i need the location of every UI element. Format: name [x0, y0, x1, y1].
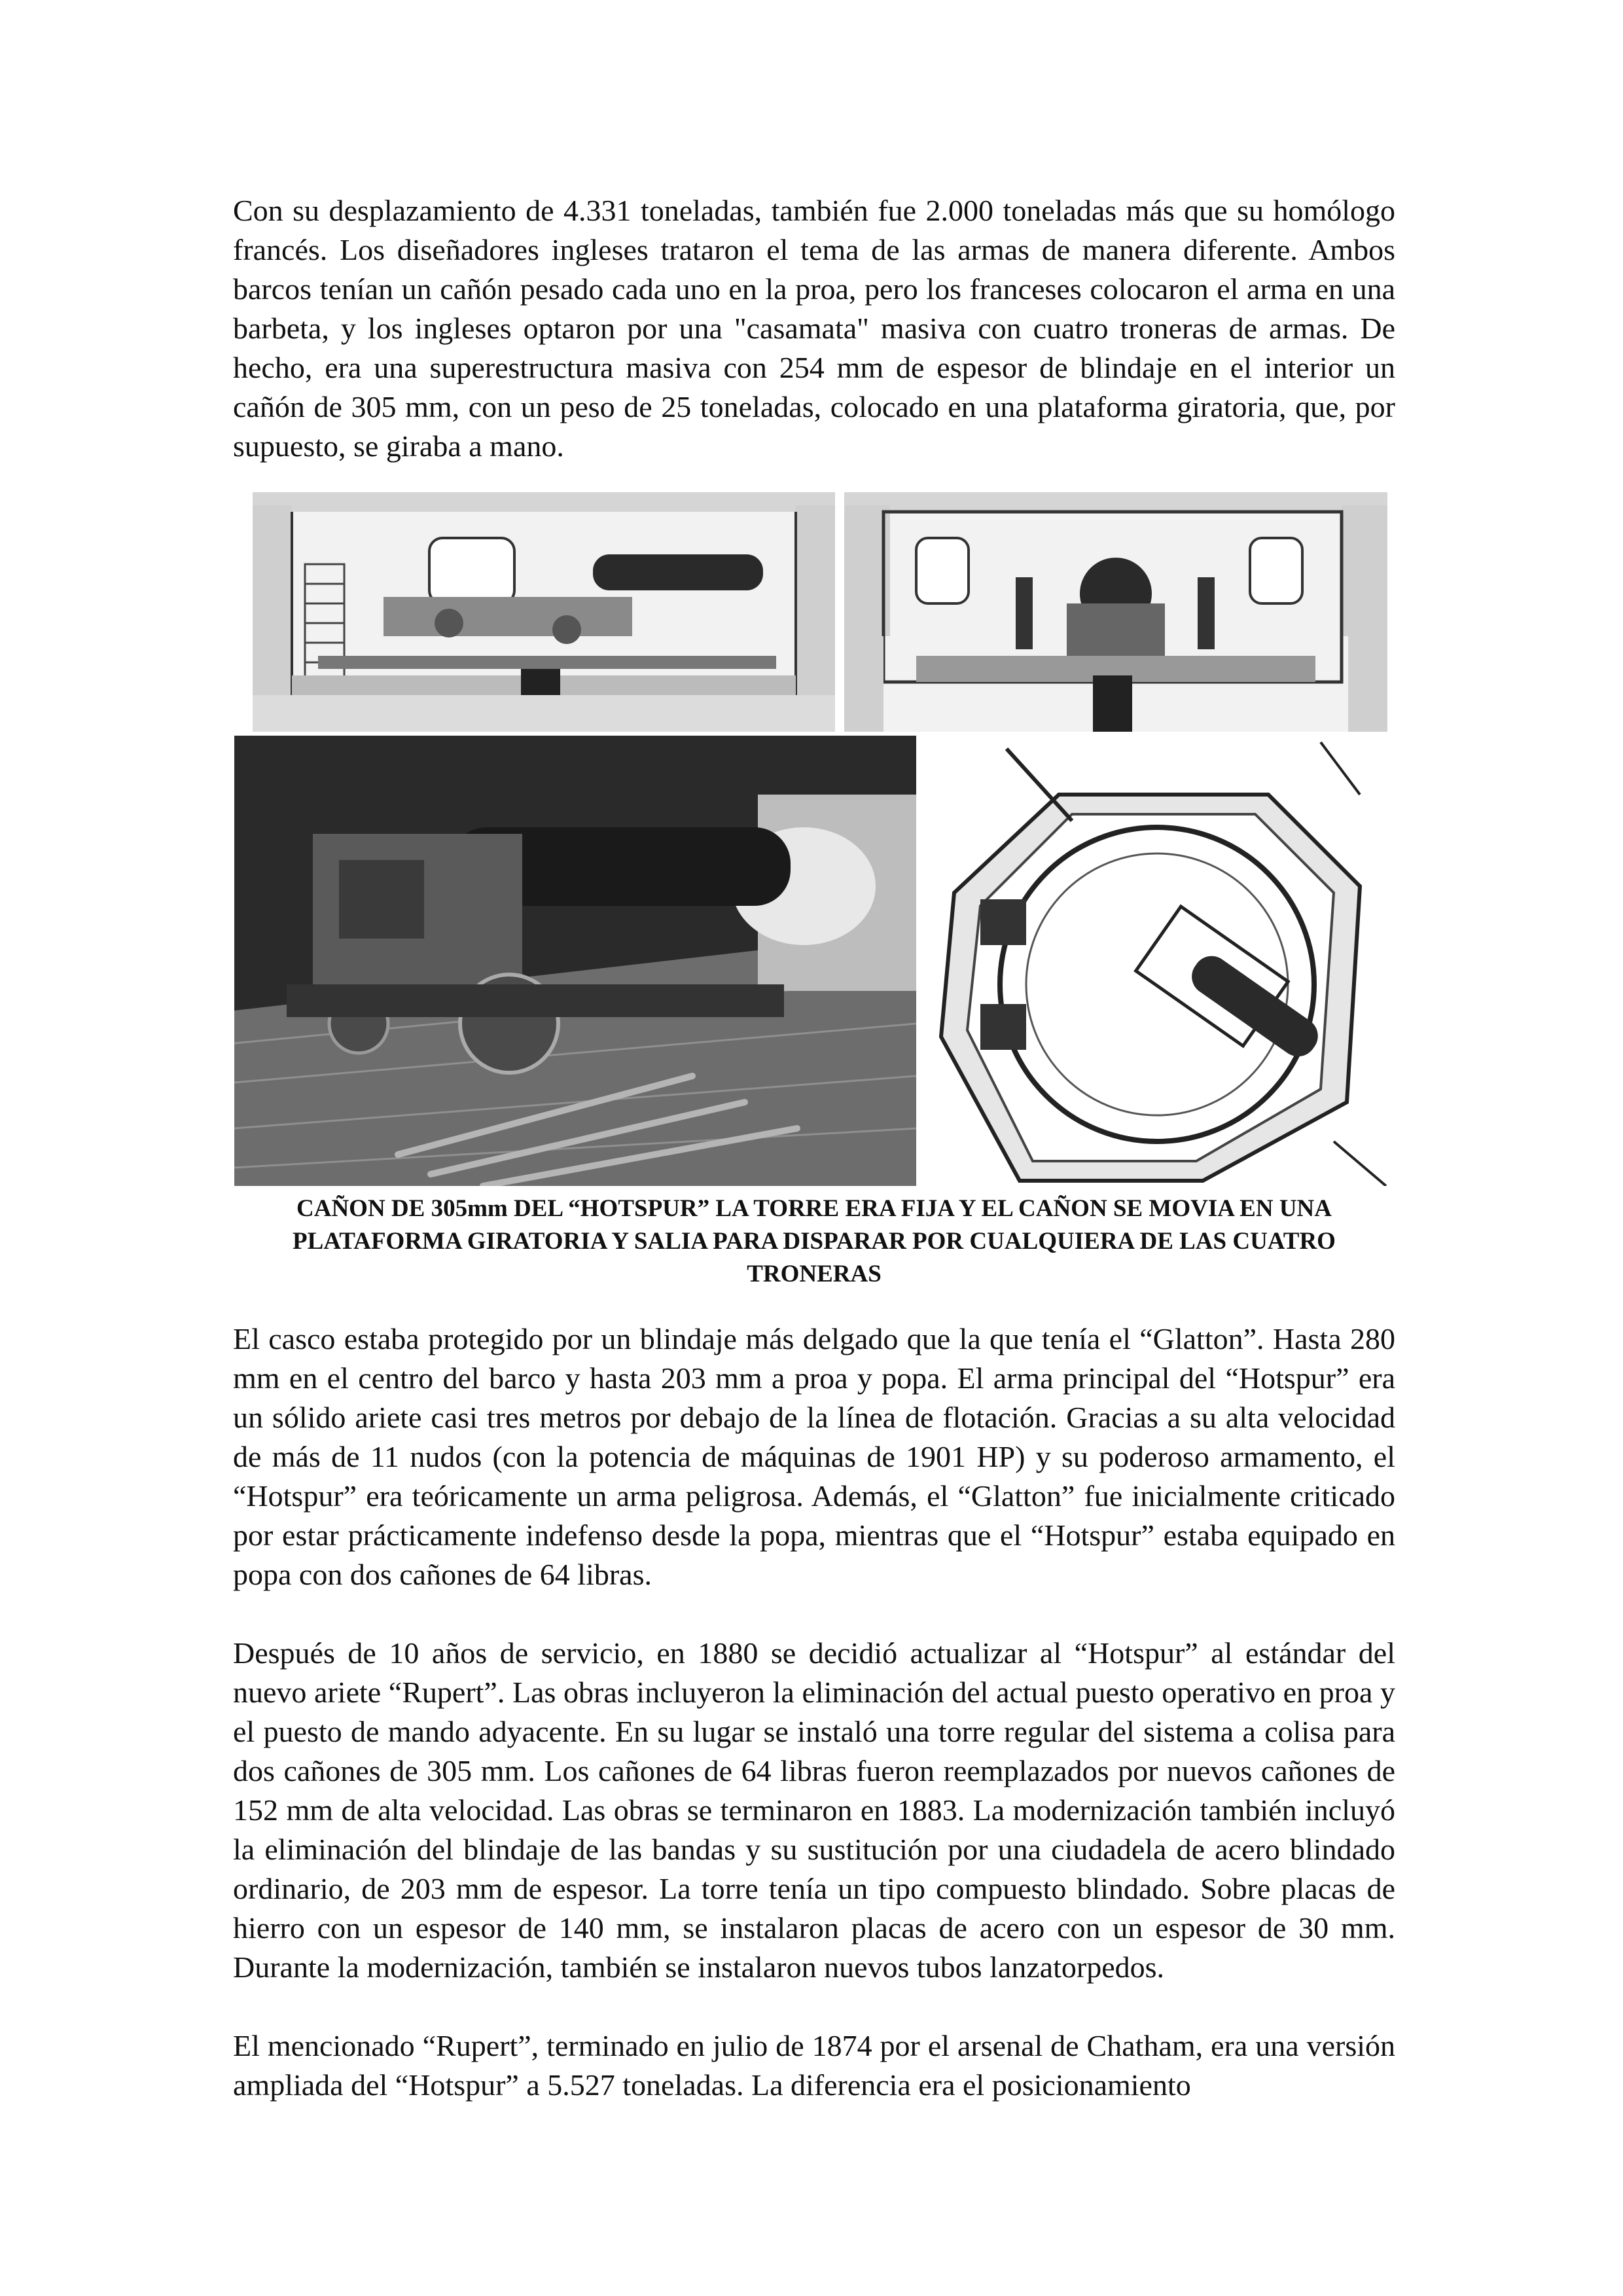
front-section-drawing-image: [844, 492, 1387, 732]
gun-photograph-image: [234, 736, 916, 1186]
paragraph-modernization: Después de 10 años de servicio, en 1880 se decidió actualizar al “Hotspur” al estándar del nuevo ariete “Rupert”. Las obras incluyeron la eliminación del actual puesto operativo en proa y el puesto de mando adyacente. En su lugar se instaló una torre regular del sistema a colisa para dos cañones de 305 mm. Los cañones de 64 libras fueron reemplazados por nuevos cañones de 152 mm de alta velocidad. Las obras se terminaron en 1883. La modernización también incluyó la eliminación del blindaje de las bandas y su sustitución por una ciudadela de acero blindado ordinario, de 203 mm de espesor. La torre tenía un tipo compuesto blindado. Sobre placas de hierro con un espesor de 140 mm, se instalaron placas de acero con un espesor de 30 mm. Durante la modernización, también se instalaron nuevos tubos lanzatorpedos.: [233, 1636, 1395, 1984]
figure-caption: CAÑON DE 305mm DEL “HOTSPUR” LA TORRE ERA FIJA Y EL CAÑON SE MOVIA EN UNA PLATAFORMA GIRATORIA Y SALIA PARA DISPARAR POR CUALQUIERA DE LAS CUATRO TRONERAS: [293, 1195, 1336, 1287]
paragraph-rupert: El mencionado “Rupert”, terminado en julio de 1874 por el arsenal de Chatham, era una versión ampliada del “Hotspur” a 5.527 toneladas. La diferencia era el posicionamiento: [233, 2029, 1395, 2102]
paragraph-hull-armor: El casco estaba protegido por un blindaje más delgado que la que tenía el “Glatton”. Hasta 280 mm en el centro del barco y hasta 203 mm a proa y popa. El arma principal del “Hotspur” era un sólido ariete casi tres metros por debajo de la línea de flotación. Gracias a su alta velocidad de más de 11 nudos (con la potencia de máquinas de 1901 HP) y su poderoso armamento, el “Hotspur” era teóricamente un arma peligrosa. Además, el “Glatton” fue inicialmente criticado por estar prácticamente indefenso desde la popa, mientras que el “Hotspur” estaba equipado en popa con dos cañones de 64 libras.: [233, 1322, 1395, 1591]
side-section-drawing-image: [253, 492, 835, 732]
turret-plan-drawing-image: [928, 736, 1387, 1186]
paragraph-intro: Con su desplazamiento de 4.331 toneladas, también fue 2.000 toneladas más que su homólogo francés. Los diseñadores ingleses trataron el tema de las armas de manera diferente. Ambos barcos tenían un cañón pesado cada uno en la proa, pero los franceses colocaron el arma en una barbeta, y los ingleses optaron por una "casamata" masiva con cuatro troneras de armas. De hecho, era una superestructura masiva con 254 mm de espesor de blindaje en el interior un cañón de 305 mm, con un peso de 25 toneladas, colocado en una plataforma giratoria, que, por supuesto, se giraba a mano.: [233, 194, 1395, 463]
